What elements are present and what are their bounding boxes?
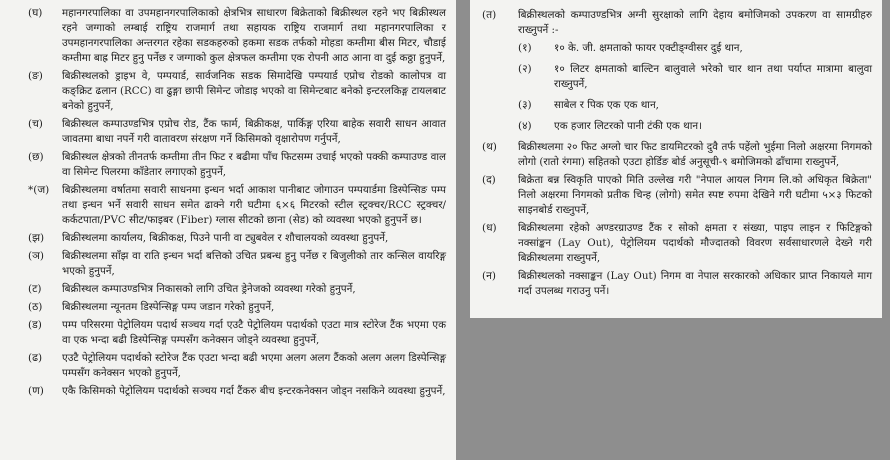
item-marker: (ङ) [28,70,43,82]
item-marker: (ध) [482,222,497,234]
sub-item [518,98,872,113]
item-text: बिक्रीस्थलमा २० फिट अग्लो चार फिट डायमिटरको दुवै तर्फ पहेंलो भुईमा निलो अक्षरमा निगमको लोगो (रातो रंगमा) सहितको एउटा होर्डिङ बोर्ड अनुसूची-९ बमोजिमको ढाँचामा राख्नुपर्ने, [518,141,872,168]
list-item [482,8,872,38]
sub-item-text: १० के. जी. क्षमताको फायर एक्टीङ्ग्वीसर दुई थान, [554,42,743,54]
item-text: बिक्रीस्थलमा न्यूनतम डिस्पेन्सिङ्ग पम्प जडान गरेको हुनुपर्ने, [62,301,275,313]
list-item [28,384,446,399]
sub-item-text: साबेल र पिक एक एक थान, [554,99,659,111]
item-marker: (घ) [28,7,43,19]
right-page [470,0,882,318]
item-marker: (छ) [28,151,44,163]
item-text: बिक्रीस्थलको कम्पाउण्डभित्र अग्नी सुरक्षाको लागि देहाय बमोजिमको उपकरण वा सामग्रीहरु राख्नुपर्ने :- [518,9,872,36]
sub-item-marker: (४) [518,120,532,132]
sub-item [518,119,872,134]
item-text: महानगरपालिका वा उपमहानगरपालिकाको क्षेत्रभित्र साधारण बिक्रेताको बिक्रीस्थल रहने भए बिक्रीस्थल रहने जग्गाको लम्बाई राष्ट्रिय राजमार्ग तथा सहायक राष्ट्रिय राजमार्ग तथा महानगरपालिका र उपमहानगरपालिका अन्तरगत रहेका सडकहरुको हकमा सडक तर्फको मोहडा कम्तीमा बीस मिटर, चौडाई कम्तीमा बाह्र मिटर हुनु पर्नेछ र जग्गाको कुल क्षेत्रफल कम्तीमा एक रोपनी आठ आना वा दुई कठ्ठा हुनुपर्ने, [62,7,446,64]
sub-list [518,41,872,134]
sub-item-text: एक हजार लिटरको पानी टंकी एक थान। [554,120,702,132]
sub-item-marker: (१) [518,42,532,54]
item-marker: (ट) [28,283,42,295]
item-marker: (द) [482,174,496,186]
list-item [482,140,872,170]
list-item [28,351,446,381]
item-marker: (झ) [28,232,45,244]
item-marker: (च) [28,118,43,130]
sub-item [518,62,872,92]
item-marker: (न) [482,270,497,282]
item-marker: (थ) [482,141,497,153]
list-item [28,231,446,246]
item-text: बिक्रीस्थलको नक्साङ्कन (Lay Out) निगम वा नेपाल सरकारको अधिकार प्राप्त निकायले माग गर्दा उपलब्ध गराउनु पर्ने। [518,270,872,297]
list-item [28,150,446,180]
item-text: बिक्रीस्थलमा रहेको अण्डरग्राउण्ड टैंक र सोको क्षमता र संख्या, पाइप लाइन र फिटिङ्गको नक्सांङ्कन (Lay Out), पेट्रोलियम पदार्थको मौज्दातको विवरण सर्वसाधारणले देख्ने गरी बिक्रीस्थलमा राख्नुपर्ने, [518,222,872,264]
sub-item-marker: (३) [518,99,532,111]
list-item [482,173,872,218]
item-text: बिक्रीस्थल क्षेत्रको तीनतर्फ कम्तीमा तीन फिट र बढीमा पाँच फिटसम्म उचाई भएको पक्की कम्पाउण्ड वाल वा सिमेन्ट पिलरमा काँडेतार लगाएको हुनुपर्ने, [62,151,446,178]
list-item [482,269,872,299]
sub-item-marker: (२) [518,63,532,75]
list-item [28,300,446,315]
item-text: बिक्रीस्थलमा वर्षातमा सवारी साधनमा इन्धन भर्दा आकाश पानीबाट जोगाउन पम्पयार्डमा डिस्पेन्सिङ पम्प तथा इन्धन भर्ने सवारी साधन समेत ढाक्ने गरी घटीमा ६×६ मिटरको स्टील स्ट्रक्चर/RCC स्ट्रक्चर/कर्कटपाता/PVC सीट/फाइबर (Fiber) ग्लास सीटको छाना (सेड) को व्यवस्था भएको हुनुपर्ने छ। [62,184,446,226]
list-item [28,6,446,66]
sub-item-text: १० लिटर क्षमताको बाल्टिन बालुवाले भरेको चार थान तथा पर्याप्त मात्रामा बालुवा राख्नुपर्ने, [554,63,872,90]
item-marker: (ण) [28,385,44,397]
item-text: पम्प परिसरमा पेट्रोलियम पदार्थ सञ्चय गर्दा एउटै पेट्रोलियम पदार्थको एउटा मात्र स्टोरेज टैंक भएमा एक वा एक भन्दा बढी डिस्पेन्सिङ्ग पम्पसँग कनेक्सन जोड्ने व्यवस्था हुनुपर्ने, [62,319,446,346]
item-marker: (त) [482,9,497,21]
list-item [28,183,446,228]
list-item [482,221,872,266]
item-text: एउटै पेट्रोलियम पदार्थको स्टोरेज टैंक एउटा भन्दा बढी भएमा अलग अलग टैंकको अलग अलग डिस्पेन्सिङ्ग पम्पसँग कनेक्सन भएको हुनुपर्ने, [62,352,446,379]
item-marker: (ढ) [28,352,43,364]
list-item [28,318,446,348]
list-item [28,282,446,297]
list-item [28,69,446,114]
item-text: एकै किसिमको पेट्रोलियम पदार्थको सञ्चय गर्दा टैंकरु बीच इन्टरकनेक्सन जोड्न नसकिने व्यवस्था हुनुपर्ने, [62,385,446,397]
item-text: बिक्रेता बन्न स्विकृति पाएको मिति उल्लेख गरी "नेपाल आयल निगम लि.को अधिकृत बिक्रेता" निलो अक्षरमा निगमको प्रतीक चिन्ह (लोगो) समेत स्पष्ट रुपमा देखिने गरी घटीमा ५×३ फिटको साइनबोर्ड राख्नुपर्ने, [518,174,872,216]
item-text: बिक्रीस्थल कम्पाउण्डभित्र निकासको लागि उचित ड्रेनेजको व्यवस्था गरेको हुनुपर्ने, [62,283,356,295]
item-marker: (ञ) [28,250,44,262]
list-item [28,249,446,279]
item-marker: *(ज) [28,184,50,196]
sub-item [518,41,872,56]
item-marker: (ड) [28,319,42,331]
item-text: बिक्रीस्थलमा साँझ वा राति इन्धन भर्दा बत्तिको उचित प्रबन्ध हुनु पर्नेछ र बिजुलीको तार कन्सिल वायरिङ्ग भएको हुनुपर्ने, [62,250,446,277]
item-marker: (ठ) [28,301,43,313]
item-text: बिक्रीस्थलमा कार्यालय, बिक्रीकक्ष, पिउने पानी वा ट्युबवेल र शौचालयको व्यवस्था हुनुपर्ने, [62,232,389,244]
list-item [28,117,446,147]
item-text: बिक्रीस्थल कम्पाउण्डभित्र एप्रोच रोड, टैंक फार्म, बिक्रीकक्ष, पार्किङ्ग एरिया बाहेक सवारी साधन आवात जावतमा बाधा नपर्ने गरी वातावरण संरक्षण गर्ने किसिमको वृक्षारोपण गर्नुपर्ने, [62,118,446,145]
item-text: बिक्रीस्थलको ड्राइभ वे, पम्पयार्ड, सार्वजनिक सडक सिमादेखि पम्पयार्ड एप्रोच रोडको कालोपत्र वा कङ्क्रिट ढलान (RCC) वा ढुङ्गा छापी सिमेन्ट जोडाइ भएको वा सिमेन्टबाट बनेको इन्टरलकिङ्ग टायलबाट बनेको हुनुपर्ने, [62,70,446,112]
